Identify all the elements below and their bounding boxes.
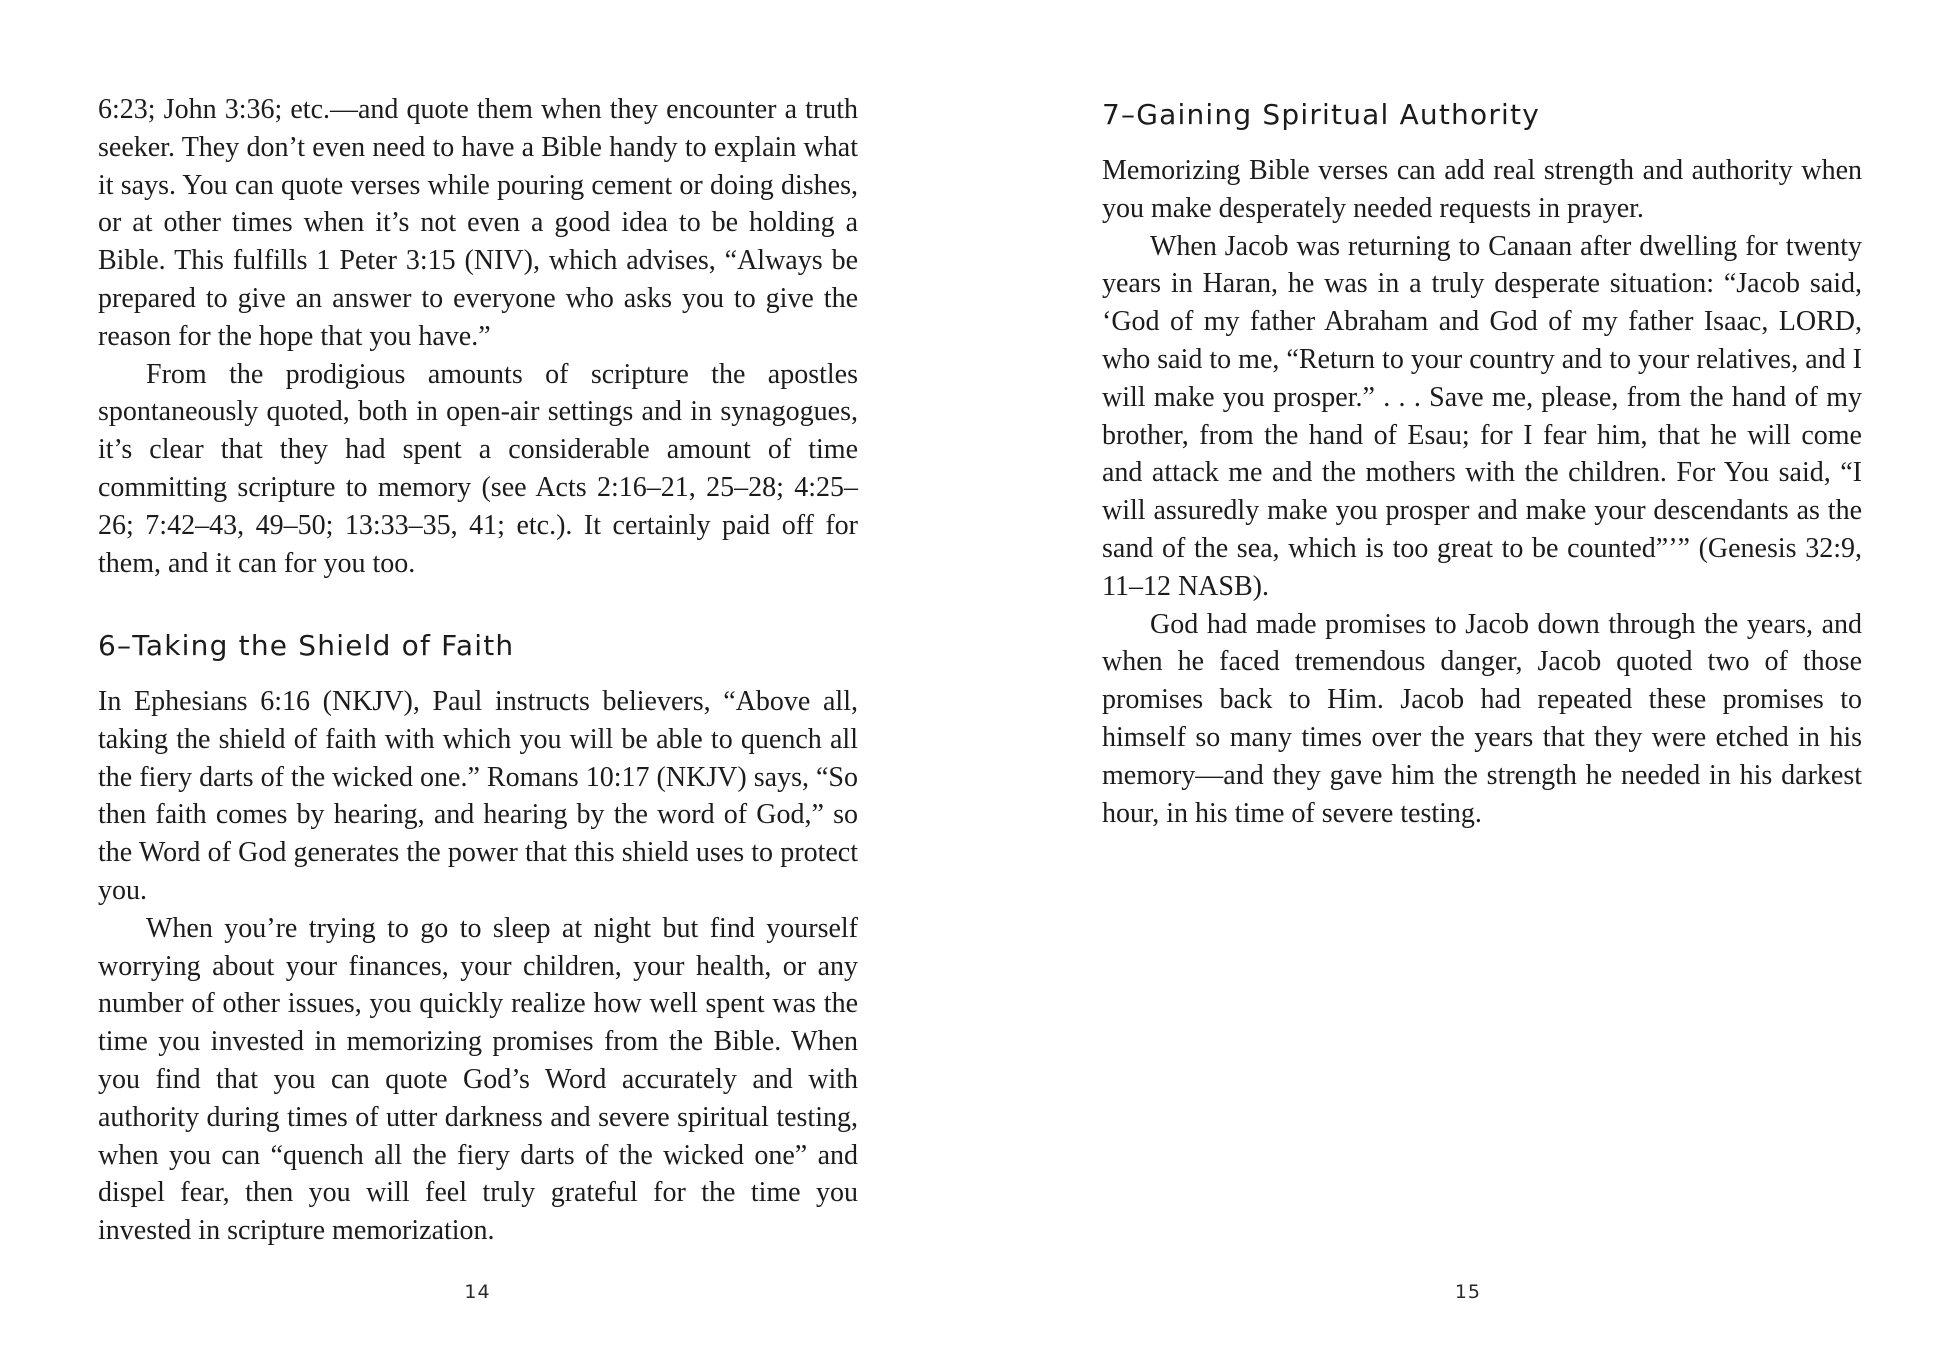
page-number-left: 14 [464,1281,491,1303]
paragraph: God had made promises to Jacob down through the years, and when he faced tremendous danger, Jacob quoted two of those promises back to Him. Jacob had repeated these promises to himself so many times over the years that they were etched in his memory—and they gave him the strength he needed in his darkest hour, in his time of severe testing. [1102,608,1862,829]
left-page-section-text [98,683,858,1250]
page-number-right: 15 [1454,1281,1481,1303]
paragraph: When Jacob was returning to Canaan after dwelling for twenty years in Haran, he was in a truly desperate situation: “Jacob said, ‘God of my father Abraham and God of my father Isaac, LORD, who said to me, “Return to your country and to your relatives, and I will make you prosper.” . . . Save me, please, from the hand of my brother, from the hand of Esau; for I fear him, that he will come and attack me and the mothers with the children. For You said, “I will assuredly make you prosper and make your descendants as the sand of the sea, which is too great to be counted”’” (Genesis 32:9, 11–12 NASB). [1102,230,1862,602]
paragraph: From the prodigious amounts of scripture the apostles spontaneously quoted, both in open-air settings and in synagogues, it’s clear that they had spent a considerable amount of time committing scripture to memory (see Acts 2:16–21, 25–28; 4:25–26; 7:42–43, 49–50; 13:33–35, 41; etc.). It certainly paid off for them, and it can for you too. [98,358,858,579]
left-page-continuation-text [98,91,858,582]
paragraph: When you’re trying to go to sleep at night but find yourself worrying about your finances, your children, your health, or any number of other issues, you quickly realize how well spent was the time you invested in memorizing promises from the Bible. When you find that you can quote God’s Word accurately and with authority during times of utter darkness and severe spiritual testing, when you can “quench all the fiery darts of the wicked one” and dispel fear, then you will feel truly grateful for the time you invested in scripture memorization. [98,912,858,1247]
section-heading-shield-of-faith: 6–Taking the Shield of Faith [98,629,515,662]
right-page-section-text [1102,152,1862,832]
paragraph: Memorizing Bible verses can add real strength and authority when you make desperately needed requests in prayer. [1102,155,1862,224]
right-page [973,0,1946,1362]
paragraph: 6:23; John 3:36; etc.—and quote them when they encounter a truth seeker. They don’t even need to have a Bible handy to explain what it says. You can quote verses while pouring cement or doing dishes, or at other times when it’s not even a good idea to be holding a Bible. This fulfills 1 Peter 3:15 (NIV), which advises, “Always be prepared to give an answer to everyone who asks you to give the reason for the hope that you have.” [98,94,858,352]
section-heading-spiritual-authority: 7–Gaining Spiritual Authority [1102,98,1540,131]
paragraph: In Ephesians 6:16 (NKJV), Paul instructs believers, “Above all, taking the shield of faith with which you will be able to quench all the fiery darts of the wicked one.” Romans 10:17 (NKJV) says, “So then faith comes by hearing, and hearing by the word of God,” so the Word of God generates the power that this shield uses to protect you. [98,686,858,906]
